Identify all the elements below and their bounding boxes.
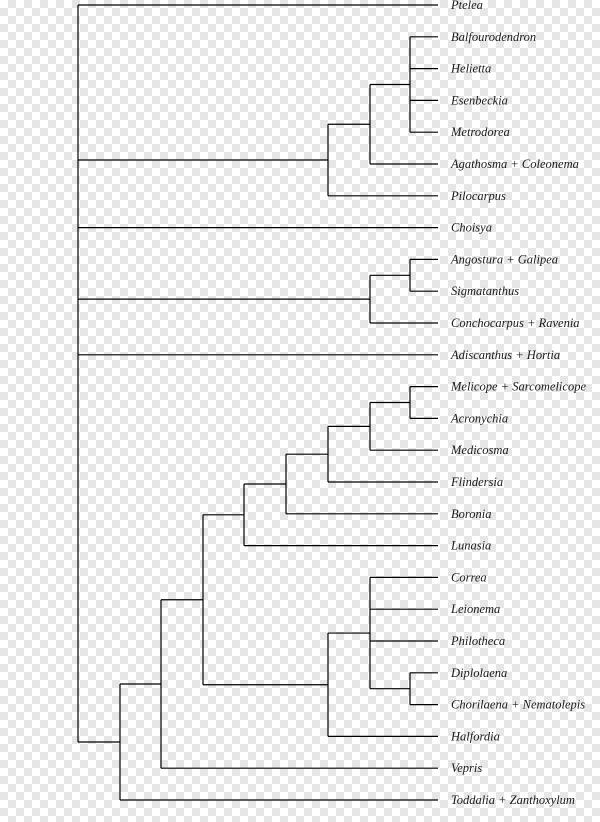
taxon-label: Acronychia [451, 411, 509, 426]
taxon-label: Diplolaena [451, 665, 508, 680]
taxon-label: Esenbeckia [451, 93, 508, 108]
taxon-label: Toddalia + Zanthoxylum [451, 793, 575, 807]
taxon-label: Angostura + Galipea [451, 252, 559, 267]
taxon-label: Medicosma [451, 443, 509, 458]
taxon-label: Adiscanthus + Hortia [451, 347, 561, 362]
taxon-label: Flindersia [451, 475, 504, 489]
taxon-label: Leionema [451, 602, 501, 617]
taxon-label: Correa [451, 570, 487, 585]
taxon-label: Choisya [451, 220, 492, 235]
taxon-label: Philotheca [451, 634, 506, 648]
taxon-label: Vepris [451, 761, 483, 776]
taxon-label: Sigmatanthus [451, 284, 520, 299]
taxon-label: Agathosma + Coleonema [451, 157, 579, 171]
taxon-label: Pilocarpus [451, 188, 506, 203]
taxon-label: Balfourodendron [451, 29, 537, 44]
taxon-label: Halfordia [451, 729, 500, 744]
taxon-label: Conchocarpus + Ravenia [451, 316, 580, 330]
taxon-label: Ptelea [451, 0, 483, 12]
taxon-label: Chorilaena + Nematolepis [451, 697, 586, 712]
taxon-label: Melicope + Sarcomelicope [451, 379, 587, 394]
taxon-label: Helietta [451, 61, 492, 76]
taxon-label: Boronia [451, 506, 492, 521]
taxon-label: Metrodorea [451, 125, 510, 140]
taxon-label: Lunasia [451, 538, 492, 553]
